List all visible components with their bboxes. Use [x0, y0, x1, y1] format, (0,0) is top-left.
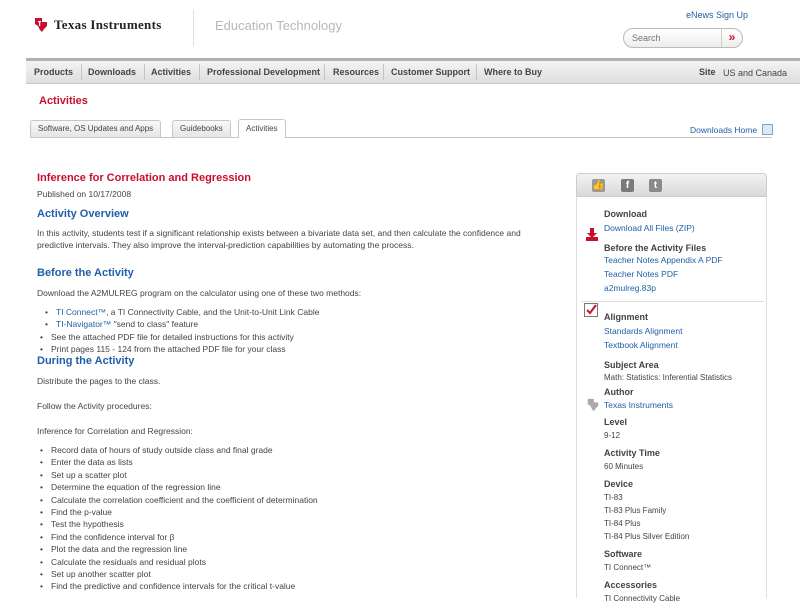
- before-intro: Download the A2MULREG program on the calculator using one of these two methods:: [37, 288, 362, 298]
- main-nav: [26, 58, 800, 84]
- during-text-1: Distribute the pages to the class.: [37, 376, 161, 386]
- downloads-home-link[interactable]: Downloads Home: [690, 125, 758, 135]
- standards-alignment-link[interactable]: Standards Alignment: [604, 326, 683, 336]
- list-item-text: , a TI Connectivity Cable, and the Unit-to-Unit Link Cable: [106, 307, 320, 317]
- nav-customer-support[interactable]: Customer Support: [391, 67, 471, 77]
- list-item: • Enter the data as lists: [40, 456, 550, 468]
- brand-name: Texas Instruments: [54, 17, 162, 32]
- list-item: • Find the predictive and confidence intervals for the critical t-value: [40, 580, 550, 592]
- site-selector[interactable]: US and Canada: [723, 68, 788, 78]
- alignment-title: Alignment: [604, 312, 648, 322]
- device-value: TI-83: [604, 493, 623, 502]
- software-title: Software: [604, 549, 643, 559]
- during-heading: During the Activity: [37, 355, 135, 367]
- search-input[interactable]: [632, 32, 720, 44]
- resource-sidebar: [576, 173, 767, 603]
- site-header: [0, 0, 800, 58]
- nav-divider: [324, 64, 325, 80]
- facebook-icon[interactable]: f: [621, 179, 634, 192]
- before-heading: Before the Activity: [37, 267, 134, 279]
- device-value: TI-84 Plus Silver Edition: [604, 532, 690, 541]
- level-value: 9-12: [604, 431, 621, 440]
- list-item-text: "send to class" feature: [111, 319, 199, 330]
- search-submit-button[interactable]: »: [721, 29, 742, 47]
- nav-divider: [199, 64, 200, 80]
- list-item: • Find the confidence interval for β: [40, 531, 550, 543]
- list-item: [40, 306, 550, 318]
- nav-divider: [476, 64, 477, 80]
- site-label: Site: [699, 67, 716, 77]
- time-title: Activity Time: [604, 448, 660, 458]
- device-title: Device: [604, 479, 634, 489]
- nav-divider: [383, 64, 384, 80]
- nav-professional-development[interactable]: Professional Development: [207, 67, 321, 77]
- search-box: [623, 28, 743, 48]
- home-icon[interactable]: [762, 124, 773, 135]
- tab-software[interactable]: Software, OS Updates and Apps: [30, 120, 161, 137]
- enews-signup-link[interactable]: eNews Sign Up: [686, 10, 749, 20]
- ti-navigator-link[interactable]: TI-Navigator™: [56, 319, 112, 330]
- during-text-3: Inference for Correlation and Regression:: [37, 426, 193, 436]
- overview-text: In this activity, students test if a significant relationship exists between a bivariate data set, and then calculate the confidence and predictive intervals. They also improve the interval-prediction capabilities by automating the process.: [37, 228, 521, 250]
- teacher-notes-link[interactable]: Teacher Notes PDF: [604, 269, 679, 279]
- list-item: • Set up another scatter plot: [40, 568, 550, 580]
- list-item: • Determine the equation of the regression line: [40, 481, 550, 493]
- activity-title: Inference for Correlation and Regression: [37, 172, 251, 184]
- nav-divider: [144, 64, 145, 80]
- subject-value: Math: Statistics: Inferential Statistics: [604, 373, 733, 382]
- subject-title: Subject Area: [604, 360, 659, 370]
- share-bar: [576, 173, 767, 197]
- list-item: • Record data of hours of study outside class and final grade: [40, 444, 550, 456]
- list-item: • Print pages 115 - 124 from the attached PDF file for your class: [40, 343, 550, 355]
- during-text-2: Follow the Activity procedures:: [37, 401, 152, 411]
- list-item: [40, 318, 550, 330]
- level-title: Level: [604, 417, 628, 427]
- published-date: Published on 10/17/2008: [37, 189, 132, 199]
- device-value: TI-84 Plus: [604, 519, 641, 528]
- nav-products[interactable]: Products: [34, 67, 74, 77]
- list-item: • Calculate the residuals and residual plots: [40, 556, 550, 568]
- page-title: Activities: [39, 95, 88, 107]
- accessories-value: TI Connectivity Cable: [604, 594, 681, 603]
- logo-divider: [193, 10, 194, 46]
- ti-logo[interactable]: [33, 17, 162, 33]
- overview-heading: Activity Overview: [37, 208, 129, 220]
- list-item: • See the attached PDF file for detailed instructions for this activity: [40, 331, 550, 343]
- software-value: TI Connect™: [604, 563, 652, 572]
- author-link[interactable]: Texas Instruments: [604, 400, 673, 410]
- nav-downloads[interactable]: Downloads: [88, 67, 137, 77]
- nav-resources[interactable]: Resources: [333, 67, 380, 77]
- ti-state-icon: [33, 17, 49, 33]
- list-item: • Plot the data and the regression line: [40, 543, 550, 555]
- list-item: • Find the p-value: [40, 506, 550, 518]
- a2mulreg-file-link[interactable]: a2mulreg.83p: [604, 283, 656, 293]
- sidebar-divider: [581, 301, 764, 302]
- twitter-icon[interactable]: t: [649, 179, 662, 192]
- textbook-alignment-link[interactable]: Textbook Alignment: [604, 340, 678, 350]
- download-all-link[interactable]: Download All Files (ZIP): [604, 223, 695, 233]
- list-item: • Set up a scatter plot: [40, 469, 550, 481]
- tab-guidebooks[interactable]: Guidebooks: [172, 120, 231, 137]
- download-title: Download: [604, 209, 647, 219]
- ti-author-icon: [586, 398, 600, 412]
- device-value: TI-83 Plus Family: [604, 506, 667, 515]
- alignment-check-icon: [584, 303, 598, 317]
- author-title: Author: [604, 387, 634, 397]
- list-item: • Test the hypothesis: [40, 518, 550, 530]
- time-value: 60 Minutes: [604, 462, 644, 471]
- like-icon[interactable]: 👍: [592, 180, 605, 191]
- tab-baseline: [30, 137, 772, 138]
- download-icon: [586, 228, 598, 241]
- accessories-title: Accessories: [604, 580, 658, 590]
- section-title: Education Technology: [215, 18, 342, 33]
- tab-activities[interactable]: Activities: [238, 119, 286, 138]
- ti-connect-link[interactable]: TI Connect™: [56, 307, 107, 317]
- before-list: [40, 306, 550, 356]
- nav-activities[interactable]: Activities: [151, 67, 192, 77]
- during-list: [40, 444, 550, 593]
- list-item: • Calculate the correlation coefficient and the coefficient of determination: [40, 494, 550, 506]
- sidebar-details: [576, 197, 767, 603]
- teacher-notes-appendix-link[interactable]: Teacher Notes Appendix A PDF: [604, 255, 723, 265]
- nav-divider: [81, 64, 82, 80]
- nav-where-to-buy[interactable]: Where to Buy: [484, 67, 543, 77]
- before-files-title: Before the Activity Files: [604, 243, 707, 253]
